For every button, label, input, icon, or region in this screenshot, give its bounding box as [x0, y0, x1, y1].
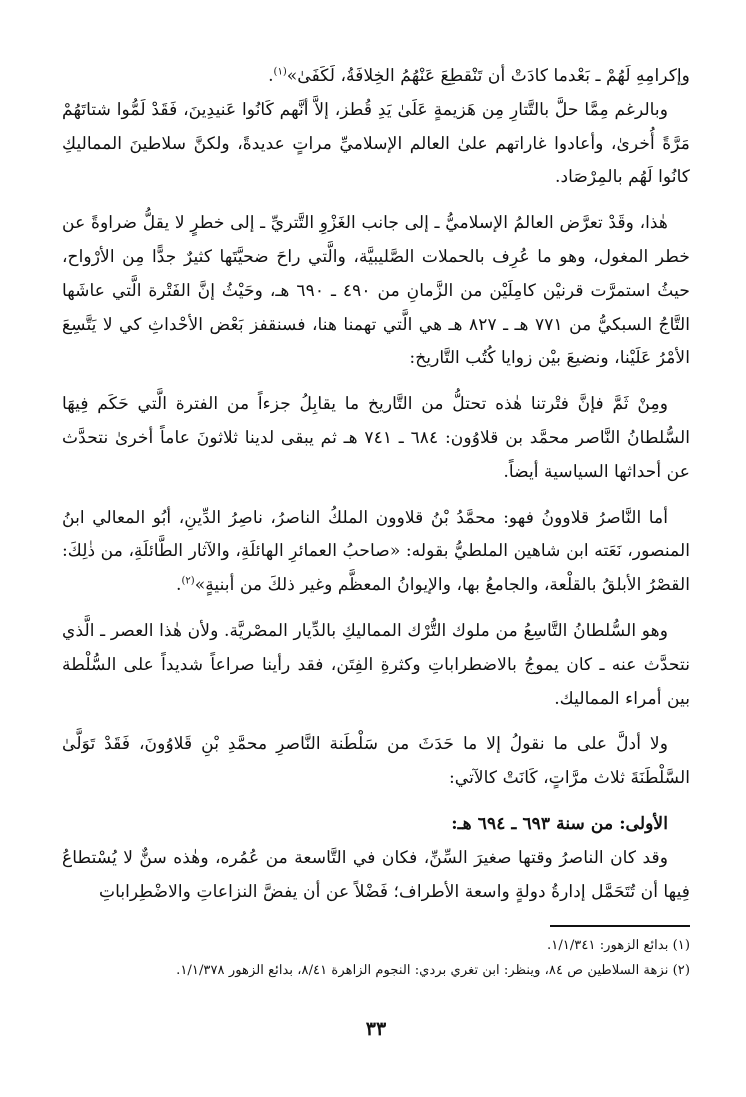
footnote-ref-2: (٢) — [181, 575, 195, 587]
paragraph-3: هٰذا، وقَدْ تعرَّض العالمُ الإسلاميُّ ـ إلى جانب الغَزْوِ التَّتريِّ ـ إلى خطرٍ لا يقلُّ ضراوةً عن خطر المغول، وهو ما عُرِف بالحملات الصَّليبيَّة، والَّتي راحَ ضحيَّتَها كثيرٌ جدًّا مِن الأرْواح، حيثُ استمرَّت قرنيْن كامِلَيْن من الزَّمانِ من ٤٩٠ ـ ٦٩٠ هـ، وحَيْثُ إنَّ الفَتْرة الَّتي عاشَها التَّاجُ السبكيُّ من ٧٧١ هـ ـ ٨٢٧ هـ هي الَّتي تهمنا هنا، فسنقفز بَعْض الأحْداثِ كي لا يَتَّسِعَ الأمْرُ عَلَيْنا، ونضيعَ بيْن زوايا كُتُب التَّاريخ: — [62, 213, 691, 369]
main-text — [62, 60, 690, 909]
book-page — [62, 60, 690, 1060]
paragraph-7: ولا أدلَّ على ما نقولُ إلا ما حَدَثَ من سَلْطَنة النَّاصرِ محمَّدِ بْنِ قَلاوُونَ، فَقَدْ تَوَلَّىٰ السَّلْطَنَةَ ثلاث مرَّاتٍ، كَانَتْ كالآتي: — [62, 734, 690, 789]
paragraph-1: وإكرامِهِ لَهُمْ ـ بَعْدما كادَتْ أن تَنْقطِعَ عَنْهُمُ الخِلافَةُ، لَكَفَىٰ»$^{(١)}$. — [268, 66, 690, 86]
paragraph-6: وهو السُّلطانُ التَّاسِعُ من ملوك التُّرْك المماليكِ بالدِّيار المصْريَّة. ولأن هٰذا العصر ـ الَّذي نتحدَّث عنه ـ كان يموجُ بالاضطراباتِ وكثرةِ الفِتَن، فقد رأينا صراعاً شديداً على السُّلْطة بين أمراء المماليك. — [62, 620, 690, 709]
footnote-1: (١) بدائع الزهور: ١/١/٣٤١. — [547, 938, 690, 953]
footnote-divider — [550, 925, 690, 927]
section-heading-first: الأولى: من سنة ٦٩٣ ـ ٦٩٤ هـ: — [451, 813, 668, 834]
footnote-ref-1: (١) — [273, 66, 287, 78]
footnote-2: (٢) نزهة السلاطين ص ٨٤، وينظر: ابن تغري بردي: النجوم الزاهرة ٨/٤١، بدائع الزهور ١/١/٣٧٨. — [176, 963, 690, 978]
footnotes — [62, 933, 690, 983]
paragraph-4: ومِنْ ثَمَّ فإنَّ فتْرتنا هٰذه تحتلُّ من التَّاريخ ما يقابِلُ جزءاً من الفترة الَّتي حَكَم فِيهَا السُّلطانُ النَّاصر محمَّد بن قلاوُون: ٦٨٤ ـ ٧٤١ هـ ثم يبقى لدينا ثلاثونَ عاماً أخرىٰ نتحدَّث عن أحداثها السياسية أيضاً. — [62, 394, 690, 482]
page-number: ٣٣ — [365, 1018, 387, 1040]
paragraph-8: وقد كان الناصرُ وقتها صغيرَ السِّنِّ، فكان في التَّاسعة من عُمُره، وهٰذه سنٌّ لا يُسْتطاعُ فِيها أن تُتَحَمَّل إدارةُ دولةٍ واسعة الأطراف؛ فَضْلاً عن أن يفضَّ النزاعاتِ والاضْطِراباتِ — [62, 847, 690, 902]
paragraph-2: وبالرغم مِمَّا حلَّ بالتَّتارِ مِن هَزيمةٍ عَلَىٰ يَدِ قُطز، إلاَّ أنَّهم كَانُوا عَنيدِينَ، فَقَدْ لَمُّوا شتاتَهُمْ مَرَّةً أُخرىٰ، وأعادوا غاراتهم علىٰ العالم الإسلاميِّ مراتٍ عديدةً، ولكنَّ سلاطينَ المماليكِ كانُوا لَهُم بالمِرْصَاد. — [62, 99, 690, 188]
paragraph-5: أما النَّاصرُ قلاوونُ فهو: محمَّدُ بْنُ قلاوون الملكُ الناصرُ، ناصِرُ الدِّينِ، أبُو المعالي ابنُ المنصور، نَعَته ابن شاهين الملطيُّ بقوله: «صاحبُ العمائرِ الهائلَةِ، والآثار الطَّائلَةِ، من ذٰلِكَ: القصْرُ الأبلقُ بالقلْعة، والجامعُ بها، والإيوانُ المعظَّم وغير ذلكَ من أبنيةٍ»$^{(٢)}$. — [62, 507, 690, 596]
